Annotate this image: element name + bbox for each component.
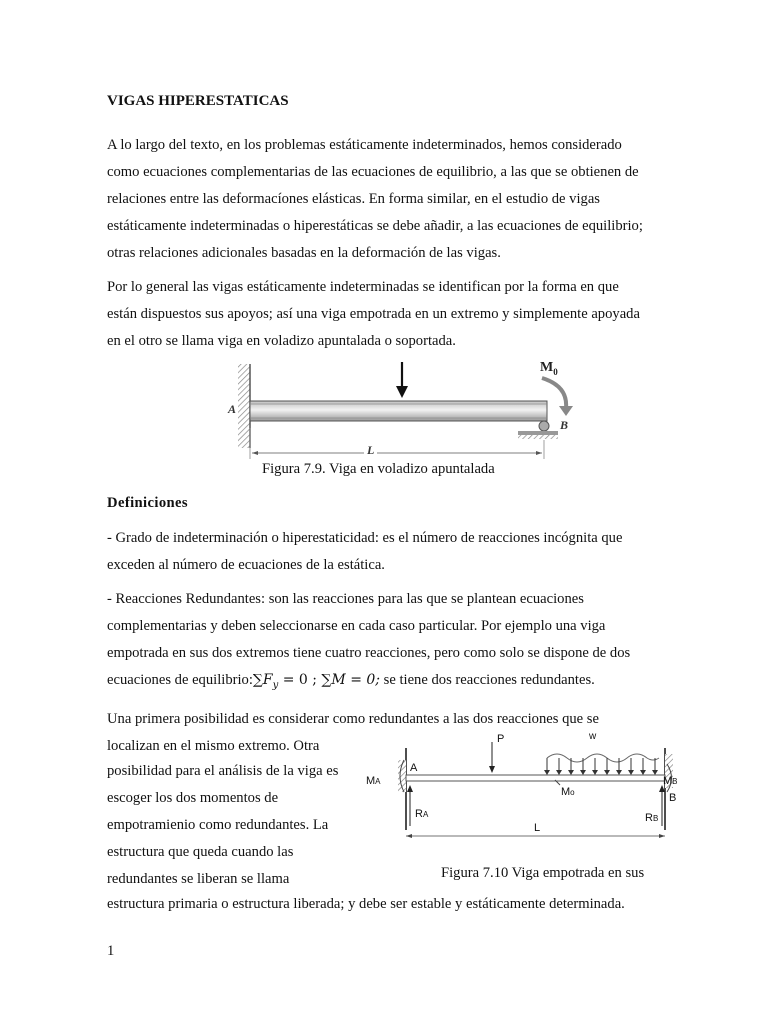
fixed-wall bbox=[238, 364, 250, 448]
rb-sub: B bbox=[652, 814, 659, 823]
figure1-label-a: A bbox=[228, 402, 237, 416]
para2-line: están dispuestos sus apoyos; así una viga empotrada en un extremo y simplemente apoyada bbox=[107, 306, 640, 322]
para3-wrapped-line: estructura que queda cuando las bbox=[107, 844, 294, 860]
left-fixed-support bbox=[398, 748, 406, 830]
mb-letter: M bbox=[663, 775, 673, 787]
figure-7-10-caption: Figura 7.10 Viga empotrada en sus bbox=[441, 865, 645, 881]
page-title: VIGAS HIPERESTATICAS bbox=[107, 93, 289, 109]
para3-line: Una primera posibilidad es considerar como redundantes a las dos reacciones que se bbox=[107, 711, 599, 727]
figure-7-9-diagram bbox=[226, 356, 576, 460]
figure2-label-w: w bbox=[589, 731, 597, 742]
dimension-line bbox=[250, 428, 544, 459]
para1-line: como ecuaciones complementarias de las ecuaciones de equilibrio, a las que se obtienen de bbox=[107, 164, 639, 180]
figure2-label-mo bbox=[561, 786, 575, 798]
def2-suffix: se tiene dos reacciones redundantes. bbox=[380, 672, 595, 688]
figure2-label-l: L bbox=[534, 822, 541, 834]
figure1-label-l: L bbox=[364, 443, 377, 458]
para3-wrapped-line: posibilidad para el análisis de la viga es bbox=[107, 763, 339, 779]
def2-prefix: ecuaciones de equilibrio: bbox=[107, 672, 253, 688]
figure1-moment-letter: M bbox=[540, 360, 554, 375]
para3-wrapped-line: escoger los dos momentos de bbox=[107, 790, 279, 806]
mo-sub: o bbox=[570, 788, 575, 797]
ma-sub: A bbox=[375, 777, 381, 786]
def2-line: empotrada en sus dos extremos tiene cuatro reacciones, pero como solo se dispone de dos bbox=[107, 645, 631, 661]
para1-line: relaciones entre las deformacíones elásticas. En forma similar, en el estudio de vigas bbox=[107, 191, 600, 207]
def2-line: complementarias y deben seleccionarse en cada caso particular. Por ejemplo una viga bbox=[107, 618, 606, 634]
para3-wrapped-line: localizan en el mismo extremo. Otra bbox=[107, 738, 320, 754]
figure2-label-ra bbox=[415, 808, 428, 820]
para2-line: en el otro se llama viga en voladizo apuntalada o soportada. bbox=[107, 333, 456, 349]
ma-letter: M bbox=[366, 775, 376, 787]
figure-7-10-diagram bbox=[362, 730, 686, 842]
para1-line: otras relaciones adicionales basadas en la deformación de las vigas. bbox=[107, 245, 501, 261]
figure1-moment-sub: 0 bbox=[553, 366, 558, 377]
para2-line: Por lo general las vigas estáticamente indeterminadas se identifican por la forma en que bbox=[107, 279, 619, 295]
figure1-label-moment bbox=[540, 360, 558, 377]
sum-m-equation: ∑M = 0; bbox=[321, 672, 381, 688]
def1-line: exceden al número de ecuaciones de la estática. bbox=[107, 557, 385, 573]
figure2-label-p: P bbox=[497, 733, 505, 745]
figure2-label-mb bbox=[663, 775, 678, 787]
figure2-label-a: A bbox=[410, 762, 418, 774]
sum-fy-equation bbox=[252, 672, 322, 691]
ra-letter: R bbox=[415, 808, 423, 820]
para3-wrapped-line: redundantes se liberan se llama bbox=[107, 871, 290, 887]
point-load-arrow bbox=[396, 362, 408, 398]
ra-sub: A bbox=[422, 810, 429, 819]
mo-letter: M bbox=[561, 786, 571, 798]
definitions-heading: Definiciones bbox=[107, 495, 189, 511]
page-number: 1 bbox=[107, 943, 115, 959]
reaction-rb-arrow bbox=[659, 785, 665, 826]
para3-wrapped-line: empotramienio como redundantes. La bbox=[107, 817, 329, 833]
def2-equation-line bbox=[107, 672, 595, 691]
figure2-label-b: B bbox=[669, 792, 677, 804]
roller-support bbox=[518, 421, 558, 439]
figure2-label-rb bbox=[645, 812, 658, 824]
para1-line: A lo largo del texto, en los problemas estáticamente indeterminados, hemos considerado bbox=[107, 137, 622, 153]
sum-fy-rest: = 0 ; bbox=[278, 672, 322, 688]
rb-letter: R bbox=[645, 812, 653, 824]
def2-line: - Reacciones Redundantes: son las reacciones para las que se plantean ecuaciones bbox=[107, 591, 584, 607]
figure-7-9-caption: Figura 7.9. Viga en voladizo apuntalada bbox=[262, 461, 495, 477]
sum-fy: ∑F bbox=[252, 672, 273, 688]
mb-sub: B bbox=[672, 777, 678, 786]
figure2-label-ma bbox=[366, 775, 381, 787]
figure1-label-b: B bbox=[560, 418, 569, 432]
distributed-load-w bbox=[544, 754, 659, 775]
para3-last-line: estructura primaria o estructura liberada; y debe ser estable y estáticamente determinada. bbox=[107, 896, 625, 912]
dimension-l bbox=[406, 834, 665, 838]
para1-line: estáticamente indeterminadas o hiperestáticas se debe añadir, a las ecuaciones de equilibrio; bbox=[107, 218, 643, 234]
sum-fy-sub: y bbox=[272, 679, 279, 691]
def1-line: - Grado de indeterminación o hiperestaticidad: es el número de reacciones incógnita que bbox=[107, 530, 623, 546]
beam bbox=[406, 775, 665, 781]
point-load-p bbox=[489, 742, 495, 773]
reaction-ra-arrow bbox=[407, 785, 413, 826]
